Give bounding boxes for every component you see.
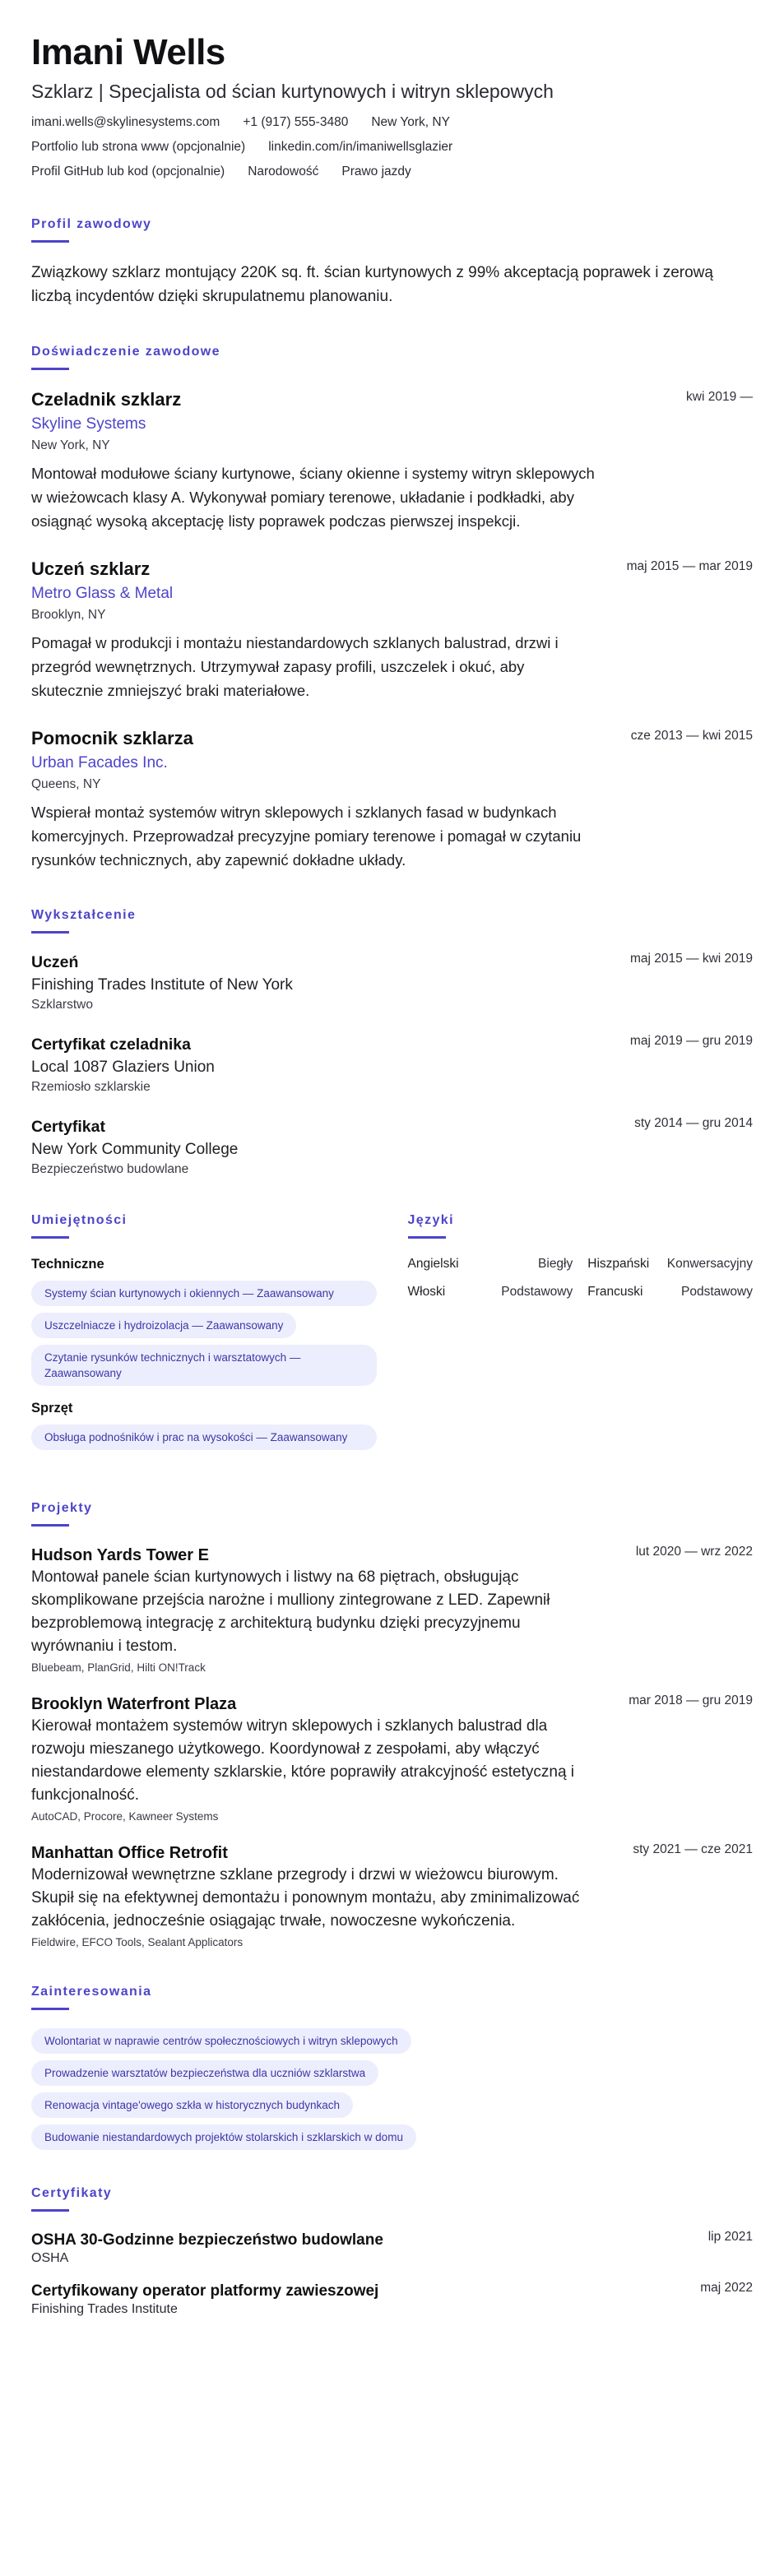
- skill-list: [31, 1425, 377, 1450]
- project-tools: AutoCAD, Procore, Kawneer Systems: [31, 1810, 219, 1823]
- job-location: Queens, NY: [31, 777, 101, 791]
- section-divider: [408, 1236, 446, 1239]
- education-school: Local 1087 Glaziers Union: [31, 1059, 215, 1076]
- job-entry: [31, 558, 753, 702]
- language-list: [408, 1257, 754, 1300]
- section-title: Zainteresowania: [31, 1985, 152, 1999]
- nationality-text: Narodowość: [248, 164, 319, 178]
- language-name: Angielski: [407, 1257, 459, 1271]
- job-company: Metro Glass & Metal: [31, 585, 174, 602]
- section-title: Certyfikaty: [31, 2186, 113, 2200]
- summary-text: Związkowy szklarz montujący 220K sq. ft. ścian kurtynowych z 99% akceptacją poprawek i zerową liczbą incydentów dzięki skrupulatnemu planowaniu.: [31, 264, 713, 305]
- candidate-headline: Szklarz | Specjalista od ścian kurtynowych i witryn sklepowych: [31, 81, 554, 102]
- language-name: Francuski: [587, 1285, 643, 1299]
- project-description: Kierował montażem systemów witryn sklepowych i szklanych balustrad dla rozwoju mieszanego użytkowego. Koordynował z zespołami, aby włączyć niestandardowe elementy szklarskie, które poprawiły atrakcyjność estetyczną i funkcjonalność.: [31, 1717, 575, 1804]
- contact-row: [31, 114, 753, 132]
- section-title: Projekty: [31, 1501, 93, 1515]
- section-divider: [31, 2008, 69, 2010]
- project-tools: Fieldwire, EFCO Tools, Sealant Applicators: [31, 1936, 244, 1948]
- section-divider: [31, 368, 69, 370]
- interest-tag: Renowacja vintage'owego szkła w historycznych budynkach: [31, 2092, 353, 2118]
- linkedin-link[interactable]: linkedin.com/in/imaniwellsglazier: [268, 140, 453, 154]
- job-description: Pomagał w produkcji i montażu niestandardowych szklanych balustrad, drzwi i przegród wewnętrznych. Utrzymywał zapasy profili, uszczelek i okuć, aby skutecznie zmniejszyć braki materiałowe.: [31, 634, 559, 699]
- section-title: Profil zawodowy: [31, 217, 152, 231]
- language-item: [587, 1285, 753, 1300]
- education-degree: Certyfikat czeladnika: [31, 1035, 192, 1054]
- certification-issuer: Finishing Trades Institute: [31, 2302, 178, 2316]
- contact-row: [31, 163, 753, 181]
- project-entry: [31, 1693, 753, 1823]
- project-description: Montował panele ścian kurtynowych i listwy na 68 piętrach, obsługując skomplikowane przejścia narożne i mulliony zintegrowane z LED. Zapewnił bezproblemową integrację z architekturą budynku dzięki precyzyjnemu wyrównaniu i testom.: [31, 1568, 550, 1655]
- certification-name: Certyfikowany operator platformy zawieszowej: [31, 2282, 379, 2300]
- interest-tag: Prowadzenie warsztatów bezpieczeństwa dla uczniów szklarstwa: [31, 2060, 378, 2086]
- interest-tag: Budowanie niestandardowych projektów stolarskich i szklarskich w domu: [31, 2124, 416, 2150]
- certifications-section: [31, 2186, 753, 2317]
- education-dates: maj 2019 — gru 2019: [629, 1034, 753, 1048]
- project-entry: [31, 1842, 753, 1948]
- education-field: Szklarstwo: [31, 998, 93, 1012]
- skill-group-title: Techniczne: [31, 1257, 104, 1272]
- project-entry: [31, 1545, 753, 1674]
- certification-date: maj 2022: [700, 2281, 753, 2295]
- interest-list: [31, 2028, 753, 2150]
- driving-license-text: Prawo jazdy: [341, 164, 411, 178]
- project-name: Hudson Yards Tower E: [31, 1546, 209, 1564]
- skill-tag: Czytanie rysunków technicznych i warsztatowych — Zaawansowany: [31, 1345, 377, 1386]
- interests-section: [31, 1985, 753, 2150]
- skill-tag: Obsługa podnośników i prac na wysokości — Zaawansowany: [31, 1425, 377, 1450]
- interest-tag: Wolontariat w naprawie centrów społecznościowych i witryn sklepowych: [31, 2028, 411, 2054]
- education-section: [31, 908, 753, 1177]
- experience-section: [31, 345, 753, 872]
- project-dates: sty 2021 — cze 2021: [633, 1842, 753, 1856]
- section-title: Języki: [407, 1213, 454, 1227]
- education-school: New York Community College: [31, 1141, 239, 1158]
- language-name: Hiszpański: [587, 1257, 650, 1271]
- skills-section: [31, 1213, 377, 1465]
- language-level: Konwersacyjny: [666, 1257, 753, 1271]
- language-name: Włoski: [407, 1285, 446, 1299]
- job-entry: [31, 388, 753, 533]
- language-level: Podstawowy: [501, 1285, 573, 1299]
- section-divider: [31, 1524, 69, 1527]
- education-school: Finishing Trades Institute of New York: [31, 976, 293, 994]
- certification-issuer: OSHA: [31, 2251, 69, 2265]
- language-level: Podstawowy: [680, 1285, 753, 1299]
- project-name: Manhattan Office Retrofit: [31, 1844, 228, 1862]
- section-divider: [31, 2209, 69, 2212]
- certification-entry: [31, 2281, 753, 2317]
- location-text: New York, NY: [371, 115, 450, 129]
- resume-header: [31, 31, 753, 181]
- job-location: New York, NY: [31, 438, 110, 452]
- section-title: Wykształcenie: [31, 908, 137, 922]
- certification-date: lip 2021: [707, 2230, 753, 2244]
- section-title: Doświadczenie zawodowe: [31, 345, 220, 359]
- skill-tag: Systemy ścian kurtynowych i okiennych — Zaawansowany: [31, 1281, 377, 1306]
- education-degree: Certyfikat: [31, 1118, 105, 1136]
- skill-list: [31, 1281, 377, 1386]
- project-dates: mar 2018 — gru 2019: [629, 1693, 753, 1707]
- job-dates: maj 2015 — mar 2019: [626, 559, 753, 573]
- contact-row: [31, 138, 753, 156]
- language-item: [587, 1257, 753, 1272]
- project-description: Modernizował wewnętrzne szklane przegrody i drzwi w wieżowcu biurowym. Skupił się na efektywnej demontażu i ponownym montażu, aby zminimalizować zakłócenia, jednocześnie osiągając trwałe, nowoczesne wykończenia.: [31, 1866, 580, 1930]
- certification-entry: [31, 2230, 753, 2266]
- summary-section: [31, 217, 753, 308]
- language-level: Biegły: [538, 1257, 573, 1271]
- education-field: Rzemiosło szklarskie: [31, 1080, 151, 1094]
- job-entry: [31, 727, 753, 872]
- certification-name: OSHA 30-Godzinne bezpieczeństwo budowlane: [31, 2231, 383, 2249]
- section-divider: [31, 1236, 69, 1239]
- projects-section: [31, 1501, 753, 1948]
- github-link[interactable]: Profil GitHub lub kod (opcjonalnie): [31, 164, 225, 178]
- email-link[interactable]: imani.wells@skylinesystems.com: [31, 115, 220, 129]
- skill-group-title: Sprzęt: [31, 1401, 73, 1415]
- section-divider: [31, 931, 69, 934]
- skill-tag: Uszczelniacze i hydroizolacja — Zaawansowany: [31, 1313, 296, 1338]
- portfolio-link[interactable]: Portfolio lub strona www (opcjonalnie): [31, 140, 246, 154]
- phone-text: +1 (917) 555-3480: [243, 115, 349, 129]
- education-degree: Uczeń: [31, 953, 79, 971]
- job-dates: cze 2013 — kwi 2015: [630, 729, 753, 743]
- job-company: Urban Facades Inc.: [31, 754, 168, 771]
- candidate-name: Imani Wells: [31, 32, 225, 72]
- job-location: Brooklyn, NY: [31, 608, 106, 622]
- section-divider: [31, 240, 69, 243]
- language-item: [408, 1257, 573, 1272]
- education-dates: maj 2015 — kwi 2019: [629, 952, 753, 966]
- job-title: Uczeń szklarz: [31, 558, 151, 579]
- job-company: Skyline Systems: [31, 415, 146, 433]
- job-title: Pomocnik szklarza: [31, 728, 193, 748]
- skills-languages-row: [31, 1213, 753, 1465]
- project-name: Brooklyn Waterfront Plaza: [31, 1695, 237, 1713]
- education-dates: sty 2014 — gru 2014: [634, 1116, 753, 1130]
- education-field: Bezpieczeństwo budowlane: [31, 1162, 189, 1176]
- job-title: Czeladnik szklarz: [31, 389, 182, 410]
- job-dates: kwi 2019 —: [686, 390, 753, 404]
- job-description: Wspierał montaż systemów witryn sklepowych i szklanych fasad w budynkach komercyjnych. Przeprowadzał precyzyjne pomiary terenowe i pomagał w czytaniu rysunków technicznych, aby zapewnić dokładne układy.: [31, 804, 582, 869]
- project-tools: Bluebeam, PlanGrid, Hilti ON!Track: [31, 1661, 206, 1674]
- languages-section: [408, 1213, 754, 1465]
- language-item: [408, 1285, 573, 1300]
- education-entry: [31, 1116, 753, 1177]
- job-description: Montował modułowe ściany kurtynowe, ściany okienne i systemy witryn sklepowych w wieżowcach klasy A. Wykonywał pomiary terenowe, układanie i podkładki, aby osiągnąć wysoką akceptację listy poprawek podczas pierwszej inspekcji.: [31, 465, 595, 530]
- section-title: Umiejętności: [31, 1213, 128, 1227]
- education-entry: [31, 952, 753, 1012]
- project-dates: lut 2020 — wrz 2022: [635, 1545, 753, 1559]
- education-entry: [31, 1034, 753, 1095]
